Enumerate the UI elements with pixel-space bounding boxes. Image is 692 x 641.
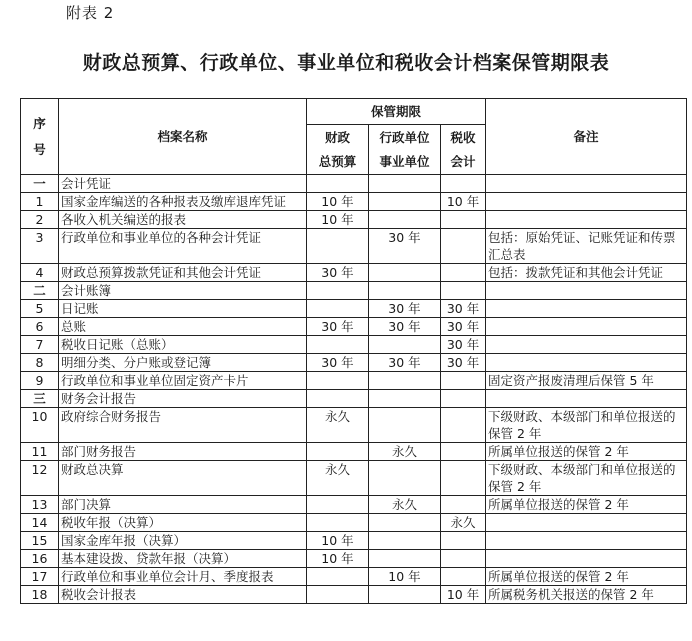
section-row [21,282,687,300]
archive-name: 部门决算 [59,496,307,514]
empty-cell [369,390,441,408]
row-number: 14 [21,514,59,532]
header-tax-bottom: 会计 [441,150,486,175]
admin-institution-period [369,461,441,496]
table-body [21,175,687,604]
archive-name: 财政总决算 [59,461,307,496]
row-number: 9 [21,372,59,390]
fiscal-budget-period: 10 年 [307,211,369,229]
fiscal-budget-period [307,300,369,318]
tax-accounting-period: 10 年 [441,586,486,604]
table-row [21,443,687,461]
admin-institution-period: 永久 [369,496,441,514]
archive-name: 总账 [59,318,307,336]
admin-institution-period [369,408,441,443]
admin-institution-period [369,264,441,282]
fiscal-budget-period: 10 年 [307,532,369,550]
remarks: 所属税务机关报送的保管 2 年 [486,586,687,604]
archive-name: 税收年报（决算） [59,514,307,532]
archive-name: 日记账 [59,300,307,318]
remarks [486,318,687,336]
row-number: 8 [21,354,59,372]
admin-institution-period [369,532,441,550]
tax-accounting-period [441,443,486,461]
header-fiscal-top: 财政 [307,125,369,150]
fiscal-budget-period [307,496,369,514]
fiscal-budget-period: 30 年 [307,354,369,372]
remarks: 所属单位报送的保管 2 年 [486,496,687,514]
section-number: 一 [21,175,59,193]
table-row [21,461,687,496]
tax-accounting-period: 30 年 [441,318,486,336]
admin-institution-period: 30 年 [369,318,441,336]
row-number: 17 [21,568,59,586]
admin-institution-period [369,550,441,568]
fiscal-budget-period [307,372,369,390]
row-number: 16 [21,550,59,568]
fiscal-budget-period: 永久 [307,408,369,443]
empty-cell [307,282,369,300]
table-row [21,229,687,264]
tax-accounting-period [441,568,486,586]
remarks [486,514,687,532]
admin-institution-period [369,193,441,211]
archive-name: 部门财务报告 [59,443,307,461]
admin-institution-period: 永久 [369,443,441,461]
archive-name: 税收会计报表 [59,586,307,604]
empty-cell [441,390,486,408]
admin-institution-period: 30 年 [369,300,441,318]
admin-institution-period [369,372,441,390]
row-number: 2 [21,211,59,229]
table-row [21,300,687,318]
header-no [21,99,59,175]
empty-cell [369,175,441,193]
empty-cell [441,282,486,300]
header-archive-name: 档案名称 [59,99,307,175]
row-number: 4 [21,264,59,282]
tax-accounting-period [441,496,486,514]
row-number: 18 [21,586,59,604]
empty-cell [369,282,441,300]
remarks: 所属单位报送的保管 2 年 [486,443,687,461]
table-row [21,336,687,354]
admin-institution-period: 10 年 [369,568,441,586]
row-number: 10 [21,408,59,443]
section-row [21,175,687,193]
header-tax-top: 税收 [441,125,486,150]
fiscal-budget-period: 30 年 [307,318,369,336]
table-row [21,264,687,282]
empty-cell [486,390,687,408]
section-name: 会计凭证 [59,175,307,193]
remarks [486,550,687,568]
header-no-bottom: 号 [33,141,46,157]
fiscal-budget-period [307,514,369,532]
fiscal-budget-period [307,336,369,354]
section-name: 财务会计报告 [59,390,307,408]
tax-accounting-period [441,461,486,496]
empty-cell [486,282,687,300]
header-admin-bottom: 事业单位 [369,150,441,175]
archive-name: 税收日记账（总账） [59,336,307,354]
fiscal-budget-period: 10 年 [307,550,369,568]
archive-name: 国家金库年报（决算） [59,532,307,550]
row-number: 1 [21,193,59,211]
header-no-top: 序 [33,115,46,131]
tax-accounting-period [441,264,486,282]
row-number: 13 [21,496,59,514]
remarks: 所属单位报送的保管 2 年 [486,568,687,586]
table-row [21,318,687,336]
section-row [21,390,687,408]
remarks [486,211,687,229]
row-number: 6 [21,318,59,336]
table-row [21,514,687,532]
header-remarks: 备注 [486,99,687,175]
tax-accounting-period: 30 年 [441,300,486,318]
tax-accounting-period [441,372,486,390]
remarks: 下级财政、本级部门和单位报送的保管 2 年 [486,408,687,443]
admin-institution-period [369,514,441,532]
admin-institution-period [369,336,441,354]
archive-name: 财政总预算拨款凭证和其他会计凭证 [59,264,307,282]
archive-name: 政府综合财务报告 [59,408,307,443]
fiscal-budget-period: 30 年 [307,264,369,282]
admin-institution-period: 30 年 [369,229,441,264]
section-number: 二 [21,282,59,300]
archive-name: 国家金库编送的各种报表及缴库退库凭证 [59,193,307,211]
archive-name: 行政单位和事业单位的各种会计凭证 [59,229,307,264]
document-title: 财政总预算、行政单位、事业单位和税收会计档案保管期限表 [82,52,610,74]
remarks [486,354,687,372]
remarks [486,193,687,211]
tax-accounting-period [441,550,486,568]
table-row [21,372,687,390]
fiscal-budget-period [307,586,369,604]
tax-accounting-period [441,211,486,229]
retention-table [20,98,687,604]
tax-accounting-period [441,229,486,264]
admin-institution-period [369,211,441,229]
empty-cell [441,175,486,193]
remarks: 包括：拨款凭证和其他会计凭证 [486,264,687,282]
tax-accounting-period [441,532,486,550]
section-name: 会计账簿 [59,282,307,300]
empty-cell [307,390,369,408]
row-number: 3 [21,229,59,264]
header-retention-period: 保管期限 [307,99,486,125]
row-number: 15 [21,532,59,550]
archive-name: 各收入机关编送的报表 [59,211,307,229]
archive-name: 明细分类、分户账或登记簿 [59,354,307,372]
section-number: 三 [21,390,59,408]
header-admin-top: 行政单位 [369,125,441,150]
appendix-label: 附表 2 [66,4,115,22]
tax-accounting-period [441,408,486,443]
table-row [21,354,687,372]
empty-cell [486,175,687,193]
admin-institution-period: 30 年 [369,354,441,372]
tax-accounting-period: 10 年 [441,193,486,211]
tax-accounting-period: 永久 [441,514,486,532]
table-row [21,193,687,211]
header-fiscal-bottom: 总预算 [307,150,369,175]
tax-accounting-period: 30 年 [441,336,486,354]
table-row [21,586,687,604]
remarks: 包括：原始凭证、记账凭证和传票汇总表 [486,229,687,264]
table-row [21,550,687,568]
table-row [21,496,687,514]
tax-accounting-period: 30 年 [441,354,486,372]
row-number: 5 [21,300,59,318]
fiscal-budget-period [307,568,369,586]
fiscal-budget-period [307,229,369,264]
row-number: 11 [21,443,59,461]
remarks: 下级财政、本级部门和单位报送的保管 2 年 [486,461,687,496]
archive-name: 基本建设拨、贷款年报（决算） [59,550,307,568]
remarks [486,300,687,318]
table-row [21,408,687,443]
table-row [21,532,687,550]
table-row [21,568,687,586]
row-number: 12 [21,461,59,496]
remarks [486,532,687,550]
fiscal-budget-period [307,443,369,461]
fiscal-budget-period: 10 年 [307,193,369,211]
archive-name: 行政单位和事业单位固定资产卡片 [59,372,307,390]
table-row [21,211,687,229]
remarks: 固定资产报废清理后保管 5 年 [486,372,687,390]
empty-cell [307,175,369,193]
remarks [486,336,687,354]
row-number: 7 [21,336,59,354]
fiscal-budget-period: 永久 [307,461,369,496]
admin-institution-period [369,586,441,604]
archive-name: 行政单位和事业单位会计月、季度报表 [59,568,307,586]
